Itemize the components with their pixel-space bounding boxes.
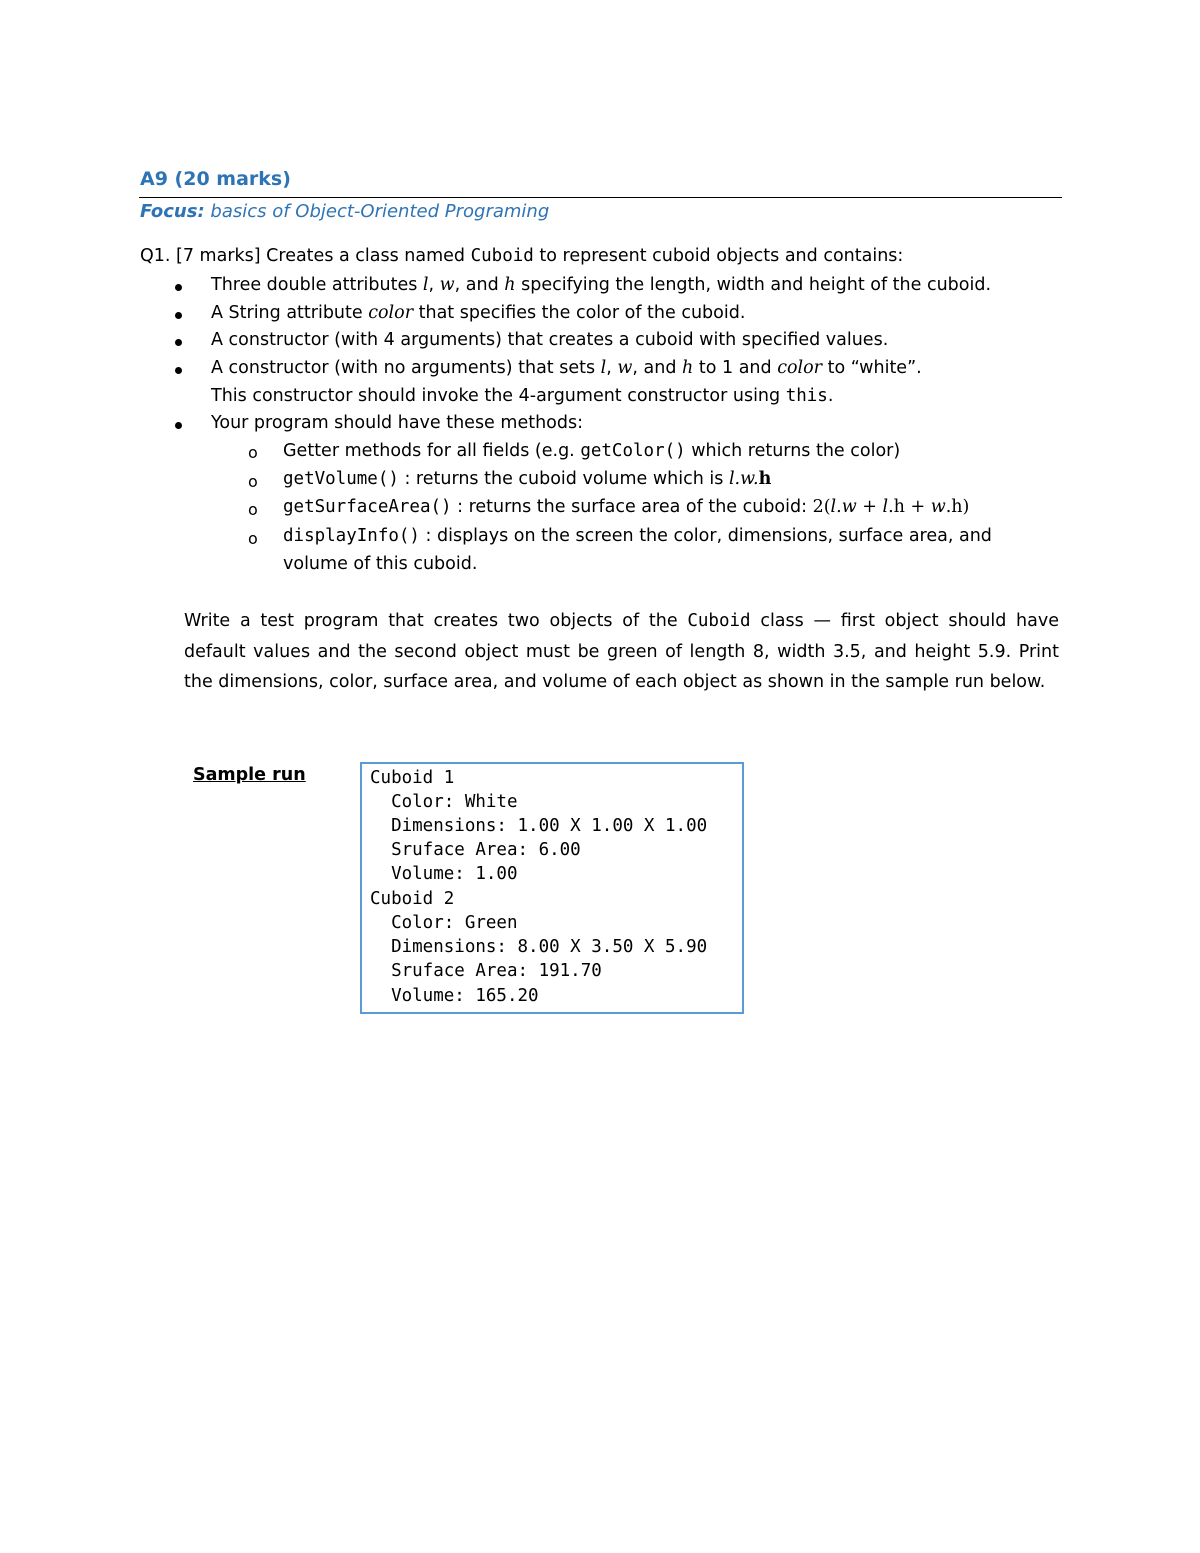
b4-mid: to 1 and [693,358,778,378]
output-line: Sruface Area: 6.00 [370,840,581,860]
b2-color: color [368,303,414,323]
s2-code: getVolume() [283,469,399,489]
output-line: Dimensions: 8.00 X 3.50 X 5.90 [370,937,708,957]
method-get-surface-area [283,497,969,517]
s3-f7: .h) [945,497,970,517]
s3-f6: w [930,497,946,517]
b1-comma: , [428,275,440,295]
output-line: Color: White [370,792,518,812]
b1-and: , and [454,275,505,295]
bullet-color-attribute [211,303,745,323]
output-line: Volume: 1.00 [370,864,518,884]
circle-bullet-icon: o [248,443,258,462]
bullet-attributes [211,275,991,295]
s3-f3: + [856,497,883,517]
focus-line [140,201,549,222]
b4-cont-text: This constructor should invoke the 4-argument constructor using [211,386,786,406]
b4-rest: to “white”. [822,358,922,378]
b4-l: l [600,358,607,378]
method-display-info-cont: volume of this cuboid. [283,554,478,574]
assignment-heading: A9 (20 marks) [140,168,291,190]
s3-f4: l [882,497,889,517]
circle-bullet-icon: o [248,529,258,548]
s3-f1: 2( [812,497,831,517]
output-line: Cuboid 2 [370,889,455,909]
q1-prefix: Q1. [7 marks] Creates a class named [140,246,471,266]
bullet-icon [175,284,182,291]
bullet-methods: Your program should have these methods: [211,413,583,433]
para-text-a: Write a test program that creates two objects of the [184,611,688,631]
s1-text: Getter methods for all fields (e.g. [283,441,581,461]
output-line: Volume: 165.20 [370,986,539,1006]
b4-h: h [682,358,694,378]
bullet-icon [175,312,182,319]
s3-code: getSurfaceArea() [283,497,452,517]
test-program-paragraph [184,606,1059,698]
b1-h: h [504,275,516,295]
para-text-b: class — first object should have default values and the second object must be green of length 8, width 3.5, and height 5.9. Print the dimensions, color, surface area, and volume of each object as shown in the sample run below. [184,611,1059,692]
s1-code: getColor() [580,441,686,461]
heading-rule [139,197,1062,198]
s4-code: displayInfo() [283,526,420,546]
method-display-info [283,526,992,546]
sample-run-label: Sample run [193,765,306,785]
b4-text: A constructor (with no arguments) that sets [211,358,601,378]
b1-w: w [439,275,455,295]
b1-text: Three double attributes [211,275,423,295]
para-class-name: Cuboid [687,611,751,631]
b4-cont-end: . [827,386,834,406]
focus-text: basics of Object-Oriented Programing [204,201,550,222]
b4-color: color [777,358,823,378]
s3-f2: l.w [830,497,857,517]
output-line: Sruface Area: 191.70 [370,961,602,981]
bullet-constructor-no-args [211,358,922,378]
b4-comma: , [606,358,618,378]
circle-bullet-icon: o [248,500,258,519]
circle-bullet-icon: o [248,472,258,491]
b4-and: , and [632,358,683,378]
q1-class-name: Cuboid [470,246,534,266]
s2-text: : returns the cuboid volume which is [398,469,729,489]
method-get-volume [283,469,771,489]
bullet-icon [175,422,182,429]
output-line: Cuboid 1 [370,768,455,788]
s2-formula-h: h [758,469,772,489]
b4-w: w [617,358,633,378]
bullet-constructor-4-args: A constructor (with 4 arguments) that creates a cuboid with specified values. [211,330,889,350]
question-1 [140,246,903,266]
bullet-icon [175,367,182,374]
b2-text: A String attribute [211,303,369,323]
s3-text: : returns the surface area of the cuboid: [451,497,813,517]
b1-l: l [422,275,429,295]
focus-label: Focus: [140,201,205,222]
s2-formula: l.w. [728,469,759,489]
b4-this-keyword: this [785,386,828,406]
output-line: Color: Green [370,913,518,933]
bullet-icon [175,339,182,346]
b2-rest: that specifies the color of the cuboid. [413,303,746,323]
output-line: Dimensions: 1.00 X 1.00 X 1.00 [370,816,708,836]
bullet-constructor-no-args-cont [211,386,833,406]
s1-rest: which returns the color) [685,441,901,461]
s3-f5: .h + [888,497,931,517]
s4-text: : displays on the screen the color, dimensions, surface area, and [419,526,992,546]
method-getters [283,441,900,461]
b1-rest: specifying the length, width and height of the cuboid. [515,275,992,295]
q1-suffix: to represent cuboid objects and contains: [533,246,904,266]
sample-output-box [360,762,744,1014]
